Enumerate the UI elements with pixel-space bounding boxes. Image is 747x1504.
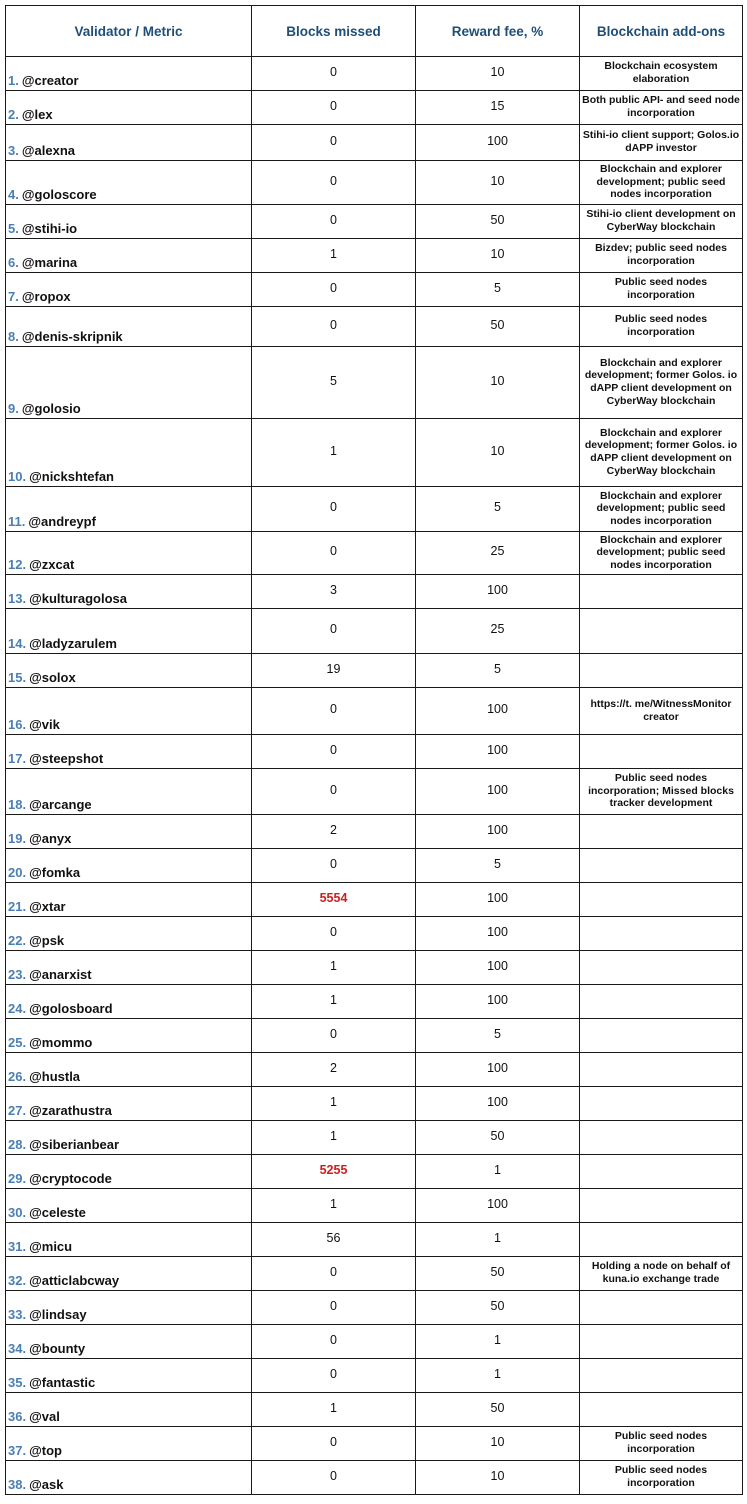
table-row xyxy=(6,951,743,985)
blocks-missed-cell: 5554 xyxy=(252,883,416,917)
table-row xyxy=(6,1121,743,1155)
row-number: 16. xyxy=(8,717,27,732)
blocks-missed-cell: 0 xyxy=(252,917,416,951)
reward-fee-cell: 100 xyxy=(416,735,580,769)
row-number: 7. xyxy=(8,289,19,304)
validator-handle: @alexna xyxy=(21,143,75,158)
reward-fee-cell: 1 xyxy=(416,1155,580,1189)
blocks-missed-cell: 1 xyxy=(252,419,416,487)
blockchain-addon-cell: https://t. me/WitnessMonitor creator xyxy=(580,688,743,735)
reward-fee-cell: 25 xyxy=(416,609,580,654)
table-row xyxy=(6,91,743,125)
validator-handle: @andreypf xyxy=(28,514,96,529)
reward-fee-cell: 1 xyxy=(416,1359,580,1393)
table-row xyxy=(6,1427,743,1461)
blocks-missed-cell: 1 xyxy=(252,1189,416,1223)
blockchain-addon-cell xyxy=(580,815,743,849)
validator-handle: @ladyzarulem xyxy=(29,636,117,651)
validator-handle: @siberianbear xyxy=(29,1137,120,1152)
validator-cell xyxy=(6,125,252,161)
row-number: 30. xyxy=(8,1205,27,1220)
blockchain-addon-cell xyxy=(580,917,743,951)
validator-cell xyxy=(6,1325,252,1359)
validator-handle: @goloscore xyxy=(21,187,97,202)
blocks-missed-cell: 0 xyxy=(252,735,416,769)
blockchain-addon-cell xyxy=(580,1223,743,1257)
blocks-missed-cell: 0 xyxy=(252,1359,416,1393)
blockchain-addon-cell: Blockchain and explorer development; public seed nodes incorporation xyxy=(580,161,743,205)
blocks-missed-cell: 0 xyxy=(252,1461,416,1495)
validator-handle: @xtar xyxy=(29,899,66,914)
row-number: 5. xyxy=(8,221,19,236)
blockchain-addon-cell xyxy=(580,883,743,917)
row-number: 12. xyxy=(8,557,27,572)
validator-cell xyxy=(6,1155,252,1189)
header-blocks-missed: Blocks missed xyxy=(252,6,416,57)
validator-handle: @fantastic xyxy=(29,1375,96,1390)
blockchain-addon-cell: Public seed nodes incorporation; Missed blocks tracker development xyxy=(580,769,743,815)
validator-handle: @anyx xyxy=(29,831,72,846)
reward-fee-cell: 1 xyxy=(416,1223,580,1257)
reward-fee-cell: 100 xyxy=(416,883,580,917)
table-row xyxy=(6,205,743,239)
table-row xyxy=(6,609,743,654)
blockchain-addon-cell xyxy=(580,1189,743,1223)
table-row xyxy=(6,487,743,532)
validator-handle: @top xyxy=(29,1443,62,1458)
table-row xyxy=(6,769,743,815)
row-number: 33. xyxy=(8,1307,27,1322)
validator-cell xyxy=(6,1291,252,1325)
table-row xyxy=(6,347,743,419)
reward-fee-cell: 10 xyxy=(416,57,580,91)
blockchain-addon-cell xyxy=(580,654,743,688)
row-number: 21. xyxy=(8,899,27,914)
validator-cell xyxy=(6,1223,252,1257)
table-row xyxy=(6,1223,743,1257)
table-row xyxy=(6,1155,743,1189)
blockchain-addon-cell: Blockchain ecosystem elaboration xyxy=(580,57,743,91)
blocks-missed-cell: 1 xyxy=(252,239,416,273)
row-number: 34. xyxy=(8,1341,27,1356)
validator-handle: @psk xyxy=(29,933,65,948)
table-row xyxy=(6,815,743,849)
validator-handle: @micu xyxy=(29,1239,73,1254)
blocks-missed-cell: 0 xyxy=(252,769,416,815)
validator-handle: @zxcat xyxy=(29,557,75,572)
row-number: 27. xyxy=(8,1103,27,1118)
blockchain-addon-cell xyxy=(580,1291,743,1325)
blocks-missed-cell: 5255 xyxy=(252,1155,416,1189)
reward-fee-cell: 10 xyxy=(416,239,580,273)
validator-handle: @steepshot xyxy=(29,751,104,766)
validator-cell xyxy=(6,1393,252,1427)
blockchain-addon-cell: Public seed nodes incorporation xyxy=(580,307,743,347)
blockchain-addon-cell xyxy=(580,985,743,1019)
blockchain-addon-cell xyxy=(580,575,743,609)
table-row xyxy=(6,1189,743,1223)
validator-handle: @hustla xyxy=(29,1069,81,1084)
validator-cell xyxy=(6,1053,252,1087)
header-reward-fee: Reward fee, % xyxy=(416,6,580,57)
row-number: 1. xyxy=(8,73,19,88)
row-number: 26. xyxy=(8,1069,27,1084)
validator-handle: @val xyxy=(29,1409,60,1424)
blockchain-addon-cell xyxy=(580,1053,743,1087)
row-number: 9. xyxy=(8,401,19,416)
table-row xyxy=(6,1087,743,1121)
header-validator: Validator / Metric xyxy=(6,6,252,57)
blocks-missed-cell: 0 xyxy=(252,273,416,307)
blockchain-addon-cell xyxy=(580,849,743,883)
blocks-missed-cell: 0 xyxy=(252,1019,416,1053)
reward-fee-cell: 10 xyxy=(416,1427,580,1461)
row-number: 31. xyxy=(8,1239,27,1254)
table-row xyxy=(6,688,743,735)
reward-fee-cell: 100 xyxy=(416,815,580,849)
blockchain-addon-cell: Blockchain and explorer development; former Golos. io dAPP client development on CyberWay blockchain xyxy=(580,419,743,487)
table-row xyxy=(6,1393,743,1427)
validator-table xyxy=(5,5,743,1495)
blockchain-addon-cell xyxy=(580,735,743,769)
blocks-missed-cell: 5 xyxy=(252,347,416,419)
reward-fee-cell: 50 xyxy=(416,1393,580,1427)
row-number: 4. xyxy=(8,187,19,202)
reward-fee-cell: 25 xyxy=(416,532,580,575)
validator-handle: @kulturagolosa xyxy=(29,591,127,606)
table-row xyxy=(6,273,743,307)
blocks-missed-cell: 1 xyxy=(252,1087,416,1121)
validator-handle: @marina xyxy=(21,255,78,270)
row-number: 14. xyxy=(8,636,27,651)
reward-fee-cell: 10 xyxy=(416,161,580,205)
reward-fee-cell: 5 xyxy=(416,654,580,688)
table-row xyxy=(6,1359,743,1393)
validator-cell xyxy=(6,205,252,239)
validator-handle: @mommo xyxy=(29,1035,93,1050)
blockchain-addon-cell: Public seed nodes incorporation xyxy=(580,1427,743,1461)
table-row xyxy=(6,1291,743,1325)
validator-handle: @lindsay xyxy=(29,1307,87,1322)
validator-handle: @vik xyxy=(29,717,60,732)
validator-cell xyxy=(6,1427,252,1461)
row-number: 6. xyxy=(8,255,19,270)
table-row xyxy=(6,532,743,575)
row-number: 28. xyxy=(8,1137,27,1152)
reward-fee-cell: 100 xyxy=(416,688,580,735)
header-row xyxy=(6,6,743,57)
reward-fee-cell: 100 xyxy=(416,125,580,161)
table-row xyxy=(6,1257,743,1291)
table-row xyxy=(6,1325,743,1359)
table-row xyxy=(6,57,743,91)
blocks-missed-cell: 0 xyxy=(252,1291,416,1325)
validator-handle: @nickshtefan xyxy=(29,469,114,484)
row-number: 37. xyxy=(8,1443,27,1458)
table-row xyxy=(6,125,743,161)
validator-cell xyxy=(6,575,252,609)
row-number: 3. xyxy=(8,143,19,158)
table-row xyxy=(6,917,743,951)
validator-handle: @ropox xyxy=(21,289,71,304)
validator-cell xyxy=(6,735,252,769)
validator-cell xyxy=(6,487,252,532)
reward-fee-cell: 50 xyxy=(416,1257,580,1291)
validator-cell xyxy=(6,1189,252,1223)
reward-fee-cell: 100 xyxy=(416,769,580,815)
validator-handle: @ask xyxy=(29,1477,64,1492)
validator-handle: @golosboard xyxy=(29,1001,113,1016)
validator-cell xyxy=(6,273,252,307)
reward-fee-cell: 10 xyxy=(416,347,580,419)
reward-fee-cell: 5 xyxy=(416,273,580,307)
row-number: 29. xyxy=(8,1171,27,1186)
validator-cell xyxy=(6,1121,252,1155)
blockchain-addon-cell: Holding a node on behalf of kuna.io exchange trade xyxy=(580,1257,743,1291)
table-row xyxy=(6,654,743,688)
reward-fee-cell: 100 xyxy=(416,1087,580,1121)
validator-handle: @zarathustra xyxy=(29,1103,112,1118)
blocks-missed-cell: 1 xyxy=(252,985,416,1019)
blockchain-addon-cell: Blockchain and explorer development; former Golos. io dAPP client development on CyberWay blockchain xyxy=(580,347,743,419)
blockchain-addon-cell: Bizdev; public seed nodes incorporation xyxy=(580,239,743,273)
validator-cell xyxy=(6,161,252,205)
table-body xyxy=(6,57,743,1495)
blocks-missed-cell: 0 xyxy=(252,849,416,883)
row-number: 2. xyxy=(8,107,19,122)
row-number: 22. xyxy=(8,933,27,948)
validator-cell xyxy=(6,57,252,91)
row-number: 11. xyxy=(8,514,26,529)
table-row xyxy=(6,849,743,883)
validator-cell xyxy=(6,849,252,883)
blocks-missed-cell: 0 xyxy=(252,688,416,735)
blocks-missed-cell: 2 xyxy=(252,815,416,849)
validator-handle: @anarxist xyxy=(29,967,92,982)
reward-fee-cell: 50 xyxy=(416,307,580,347)
row-number: 8. xyxy=(8,329,19,344)
validator-cell xyxy=(6,815,252,849)
blocks-missed-cell: 0 xyxy=(252,307,416,347)
blockchain-addon-cell: Both public API- and seed node incorporation xyxy=(580,91,743,125)
validator-cell xyxy=(6,1257,252,1291)
row-number: 25. xyxy=(8,1035,27,1050)
validator-handle: @arcange xyxy=(29,797,92,812)
validator-handle: @solox xyxy=(29,670,76,685)
validator-cell xyxy=(6,307,252,347)
reward-fee-cell: 100 xyxy=(416,917,580,951)
validator-handle: @fomka xyxy=(29,865,81,880)
blockchain-addon-cell xyxy=(580,609,743,654)
validator-cell xyxy=(6,883,252,917)
table-row xyxy=(6,575,743,609)
validator-handle: @stihi-io xyxy=(21,221,78,236)
blockchain-addon-cell: Public seed nodes incorporation xyxy=(580,273,743,307)
validator-cell xyxy=(6,609,252,654)
row-number: 10. xyxy=(8,469,27,484)
blocks-missed-cell: 0 xyxy=(252,91,416,125)
validator-handle: @denis-skripnik xyxy=(21,329,123,344)
reward-fee-cell: 100 xyxy=(416,951,580,985)
validator-handle: @celeste xyxy=(29,1205,86,1220)
blocks-missed-cell: 56 xyxy=(252,1223,416,1257)
validator-cell xyxy=(6,951,252,985)
validator-cell xyxy=(6,1461,252,1495)
blocks-missed-cell: 0 xyxy=(252,161,416,205)
blockchain-addon-cell xyxy=(580,1359,743,1393)
reward-fee-cell: 10 xyxy=(416,1461,580,1495)
blockchain-addon-cell xyxy=(580,1121,743,1155)
validator-cell xyxy=(6,985,252,1019)
blocks-missed-cell: 0 xyxy=(252,205,416,239)
row-number: 36. xyxy=(8,1409,27,1424)
reward-fee-cell: 5 xyxy=(416,487,580,532)
blocks-missed-cell: 0 xyxy=(252,1325,416,1359)
validator-handle: @creator xyxy=(21,73,79,88)
validator-cell xyxy=(6,917,252,951)
row-number: 35. xyxy=(8,1375,27,1390)
validator-table-container xyxy=(5,5,742,1495)
table-row xyxy=(6,161,743,205)
row-number: 15. xyxy=(8,670,27,685)
blocks-missed-cell: 3 xyxy=(252,575,416,609)
validator-cell xyxy=(6,347,252,419)
blockchain-addon-cell xyxy=(580,1325,743,1359)
blockchain-addon-cell: Stihi-io client development on CyberWay blockchain xyxy=(580,205,743,239)
blockchain-addon-cell xyxy=(580,951,743,985)
validator-cell xyxy=(6,91,252,125)
validator-handle: @atticlabcway xyxy=(29,1273,120,1288)
table-row xyxy=(6,883,743,917)
blockchain-addon-cell xyxy=(580,1155,743,1189)
validator-cell xyxy=(6,1087,252,1121)
blocks-missed-cell: 0 xyxy=(252,1257,416,1291)
row-number: 32. xyxy=(8,1273,27,1288)
blocks-missed-cell: 0 xyxy=(252,532,416,575)
blocks-missed-cell: 1 xyxy=(252,1393,416,1427)
reward-fee-cell: 5 xyxy=(416,849,580,883)
validator-cell xyxy=(6,769,252,815)
blocks-missed-cell: 1 xyxy=(252,951,416,985)
validator-cell xyxy=(6,1019,252,1053)
reward-fee-cell: 100 xyxy=(416,1189,580,1223)
validator-handle: @bounty xyxy=(29,1341,86,1356)
row-number: 23. xyxy=(8,967,27,982)
blocks-missed-cell: 1 xyxy=(252,1121,416,1155)
table-row xyxy=(6,985,743,1019)
table-row xyxy=(6,307,743,347)
blocks-missed-cell: 2 xyxy=(252,1053,416,1087)
row-number: 38. xyxy=(8,1477,27,1492)
blockchain-addon-cell: Blockchain and explorer development; public seed nodes incorporation xyxy=(580,487,743,532)
reward-fee-cell: 50 xyxy=(416,1291,580,1325)
validator-handle: @lex xyxy=(21,107,53,122)
table-row xyxy=(6,1053,743,1087)
table-row xyxy=(6,419,743,487)
validator-handle: @golosio xyxy=(21,401,81,416)
blocks-missed-cell: 0 xyxy=(252,57,416,91)
row-number: 18. xyxy=(8,797,27,812)
row-number: 20. xyxy=(8,865,27,880)
blocks-missed-cell: 0 xyxy=(252,125,416,161)
reward-fee-cell: 5 xyxy=(416,1019,580,1053)
reward-fee-cell: 15 xyxy=(416,91,580,125)
row-number: 13. xyxy=(8,591,27,606)
reward-fee-cell: 50 xyxy=(416,205,580,239)
validator-cell xyxy=(6,688,252,735)
reward-fee-cell: 10 xyxy=(416,419,580,487)
row-number: 19. xyxy=(8,831,27,846)
blockchain-addon-cell xyxy=(580,1393,743,1427)
validator-cell xyxy=(6,1359,252,1393)
blocks-missed-cell: 0 xyxy=(252,609,416,654)
blockchain-addon-cell: Blockchain and explorer development; public seed nodes incorporation xyxy=(580,532,743,575)
table-row xyxy=(6,239,743,273)
validator-cell xyxy=(6,419,252,487)
blockchain-addon-cell: Stihi-io client support; Golos.io dAPP investor xyxy=(580,125,743,161)
validator-cell xyxy=(6,532,252,575)
blocks-missed-cell: 19 xyxy=(252,654,416,688)
blockchain-addon-cell xyxy=(580,1087,743,1121)
validator-cell xyxy=(6,239,252,273)
row-number: 24. xyxy=(8,1001,27,1016)
blocks-missed-cell: 0 xyxy=(252,1427,416,1461)
header-blockchain-addons: Blockchain add-ons xyxy=(580,6,743,57)
reward-fee-cell: 100 xyxy=(416,985,580,1019)
blockchain-addon-cell xyxy=(580,1019,743,1053)
table-row xyxy=(6,735,743,769)
validator-handle: @cryptocode xyxy=(29,1171,112,1186)
table-row xyxy=(6,1019,743,1053)
blockchain-addon-cell: Public seed nodes incorporation xyxy=(580,1461,743,1495)
validator-cell xyxy=(6,654,252,688)
reward-fee-cell: 100 xyxy=(416,575,580,609)
table-row xyxy=(6,1461,743,1495)
row-number: 17. xyxy=(8,751,27,766)
reward-fee-cell: 50 xyxy=(416,1121,580,1155)
reward-fee-cell: 1 xyxy=(416,1325,580,1359)
blocks-missed-cell: 0 xyxy=(252,487,416,532)
reward-fee-cell: 100 xyxy=(416,1053,580,1087)
